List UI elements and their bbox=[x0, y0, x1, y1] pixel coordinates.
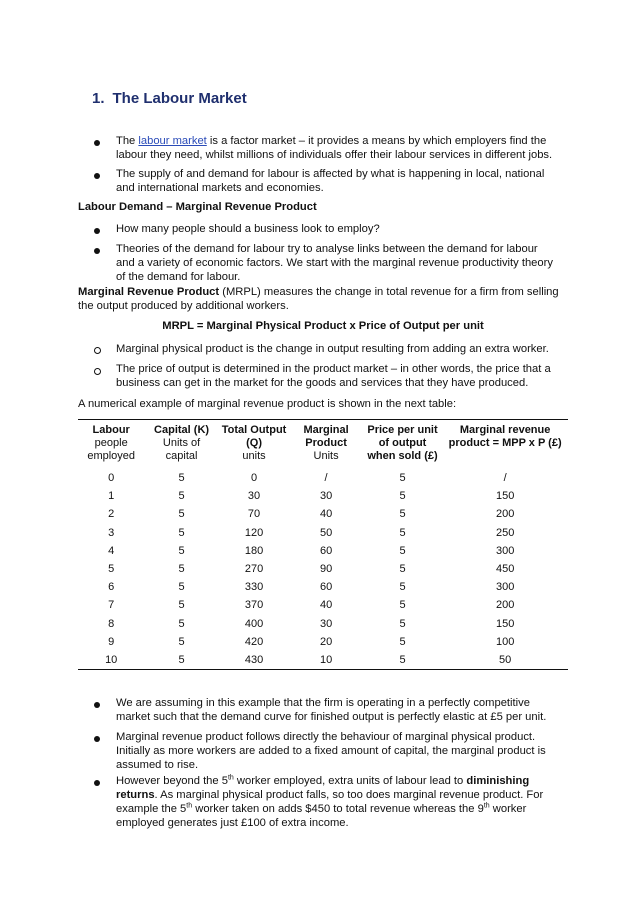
closing-bullet-1: We are assuming in this example that the firm is operating in a perfectly competitive market such that the demand curve for finished output is perfectly elastic at £5 per unit. bbox=[116, 697, 547, 723]
mrp-definition: Marginal Revenue Product (MRPL) measures the change in total revenue for a firm from selling the output produced by additional workers. bbox=[78, 286, 559, 312]
circle-bullet-icon bbox=[94, 347, 101, 354]
circle-bullet-icon bbox=[94, 368, 101, 375]
table-cell: 5 bbox=[399, 526, 406, 539]
table-cell: 5 bbox=[178, 581, 185, 594]
table-cell: 30 bbox=[319, 617, 333, 630]
table-cell: 90 bbox=[319, 563, 333, 576]
table-cell: 2 bbox=[108, 508, 115, 521]
column-header: Labour people employed bbox=[78, 420, 144, 470]
table-header-row bbox=[78, 420, 568, 470]
table-cell: 5 bbox=[178, 490, 185, 503]
bullet-icon bbox=[94, 736, 100, 742]
table-row bbox=[78, 633, 568, 651]
table-cell: 10 bbox=[78, 651, 144, 670]
table-cell: 30 bbox=[247, 490, 261, 503]
bullet-icon bbox=[94, 228, 100, 234]
table-cell: 300 bbox=[495, 581, 515, 594]
table-cell: 20 bbox=[319, 635, 333, 648]
table-cell: 5 bbox=[399, 544, 406, 557]
table-cell: 40 bbox=[319, 508, 333, 521]
table-cell: 5 bbox=[399, 490, 406, 503]
bullet-icon bbox=[94, 173, 100, 179]
intro-bullet-2: The supply of and demand for labour is affected by what is happening in local, national and international markets and economies. bbox=[116, 168, 545, 194]
table-cell: 400 bbox=[244, 617, 264, 630]
closing-bullet-2: Marginal revenue product follows directly the behaviour of marginal physical product. Initially as more workers are added to a fixed amount of capital, the marginal product is assumed to rise. bbox=[116, 731, 546, 771]
labour-demand-heading: Labour Demand – Marginal Revenue Product bbox=[78, 201, 317, 213]
table-body bbox=[78, 469, 568, 670]
table-cell: 5 bbox=[363, 651, 443, 670]
table-cell: 200 bbox=[495, 508, 515, 521]
table-cell: 430 bbox=[219, 651, 290, 670]
column-header: Total Output (Q) units bbox=[219, 420, 290, 470]
table-cell: 150 bbox=[495, 490, 515, 503]
mrp-point-1: Marginal physical product is the change in output resulting from adding an extra worker. bbox=[116, 343, 549, 355]
bullet-icon bbox=[94, 780, 100, 786]
section-heading bbox=[92, 90, 247, 107]
table-cell: 450 bbox=[495, 563, 515, 576]
mrp-term: Marginal Revenue Product bbox=[78, 286, 220, 298]
table-cell: 150 bbox=[495, 617, 515, 630]
table-cell: 5 bbox=[399, 508, 406, 521]
table-cell: 50 bbox=[319, 526, 333, 539]
table-row bbox=[78, 578, 568, 596]
demand-bullet-2: Theories of the demand for labour try to analyse links between the demand for labour and a variety of economic factors. We start with the marginal revenue productivity theory of the demand for labour. bbox=[116, 243, 553, 283]
bullet-icon bbox=[94, 702, 100, 708]
table-cell: 0 bbox=[108, 472, 115, 485]
table-cell: 180 bbox=[244, 544, 264, 557]
table-cell: 30 bbox=[319, 490, 333, 503]
mrp-formula: MRPL = Marginal Physical Product x Price of Output per unit bbox=[162, 320, 484, 332]
table-cell: 370 bbox=[244, 599, 264, 612]
column-header: Marginal revenue product = MPP x P (£) bbox=[442, 420, 568, 470]
table-cell: 5 bbox=[178, 617, 185, 630]
table-cell: / bbox=[503, 472, 507, 485]
table-cell: 60 bbox=[319, 581, 333, 594]
table-cell: 6 bbox=[108, 581, 115, 594]
table-cell: 1 bbox=[108, 490, 115, 503]
table-cell: 0 bbox=[250, 472, 258, 485]
table-cell: 50 bbox=[442, 651, 568, 670]
table-cell: 100 bbox=[495, 635, 515, 648]
table-cell: 40 bbox=[319, 599, 333, 612]
table-cell: 120 bbox=[244, 526, 264, 539]
table-cell: 420 bbox=[244, 635, 264, 648]
table-cell: 5 bbox=[178, 563, 185, 576]
table-cell: 5 bbox=[108, 563, 115, 576]
column-header: Price per unit of output when sold (£) bbox=[363, 420, 443, 470]
table-cell: 4 bbox=[108, 544, 115, 557]
table-row bbox=[78, 524, 568, 542]
table-cell: / bbox=[324, 472, 328, 485]
column-header: Capital (K) Units of capital bbox=[144, 420, 218, 470]
table-row bbox=[78, 542, 568, 560]
table-cell: 5 bbox=[178, 544, 185, 557]
table-cell: 5 bbox=[178, 526, 185, 539]
table-cell: 200 bbox=[495, 599, 515, 612]
table-cell: 70 bbox=[247, 508, 261, 521]
table-cell: 5 bbox=[399, 599, 406, 612]
table-row bbox=[78, 505, 568, 523]
section-number: 1. bbox=[92, 90, 105, 107]
table-cell: 300 bbox=[495, 544, 515, 557]
labour-market-link[interactable]: labour market bbox=[138, 135, 207, 147]
table-row bbox=[78, 615, 568, 633]
diminishing-returns-term: diminishing returns bbox=[116, 775, 530, 801]
demand-bullet-1: How many people should a business look to employ? bbox=[116, 223, 380, 235]
table-cell: 5 bbox=[178, 508, 185, 521]
table-cell: 60 bbox=[319, 544, 333, 557]
table-row bbox=[78, 596, 568, 614]
table-cell: 5 bbox=[399, 617, 406, 630]
section-title: The Labour Market bbox=[112, 90, 247, 107]
table-cell: 8 bbox=[108, 617, 115, 630]
table-cell: 330 bbox=[244, 581, 264, 594]
table-cell: 5 bbox=[399, 581, 406, 594]
table-cell: 270 bbox=[244, 563, 264, 576]
table-cell: 7 bbox=[108, 599, 115, 612]
example-intro: A numerical example of marginal revenue product is shown in the next table: bbox=[78, 398, 457, 410]
bullet-icon bbox=[94, 248, 100, 254]
table-cell: 5 bbox=[178, 635, 185, 648]
mrp-point-2: The price of output is determined in the product market – in other words, the price that a business can get in the market for the goods and services that they have produced. bbox=[116, 363, 551, 389]
table-cell: 10 bbox=[289, 651, 362, 670]
table-row bbox=[78, 560, 568, 578]
intro-bullet-1: The labour market is a factor market – it provides a means by which employers find the labour they need, whilst millions of individuals offer their labour services in different jobs. bbox=[116, 135, 553, 161]
table-cell: 5 bbox=[399, 472, 406, 485]
column-header: Marginal Product Units bbox=[289, 420, 362, 470]
table-row bbox=[78, 651, 568, 670]
table-cell: 250 bbox=[495, 526, 515, 539]
mrp-table bbox=[78, 419, 568, 670]
table-cell: 5 bbox=[399, 635, 406, 648]
table-row bbox=[78, 487, 568, 505]
closing-bullet-3: However beyond the 5th worker employed, extra units of labour lead to diminishing returns. As marginal physical product falls, so too does marginal revenue product. For example the 5th worker taken on adds $450 to total revenue whereas the 9th worker employed generates just £100 of extra income. bbox=[116, 774, 544, 829]
table-cell: 5 bbox=[144, 651, 218, 670]
table-cell: 5 bbox=[178, 472, 185, 485]
table-cell: 3 bbox=[108, 526, 115, 539]
table-row bbox=[78, 469, 568, 487]
table-cell: 9 bbox=[108, 635, 115, 648]
table-cell: 5 bbox=[178, 599, 185, 612]
table-cell: 5 bbox=[399, 563, 406, 576]
bullet-icon bbox=[94, 140, 100, 146]
